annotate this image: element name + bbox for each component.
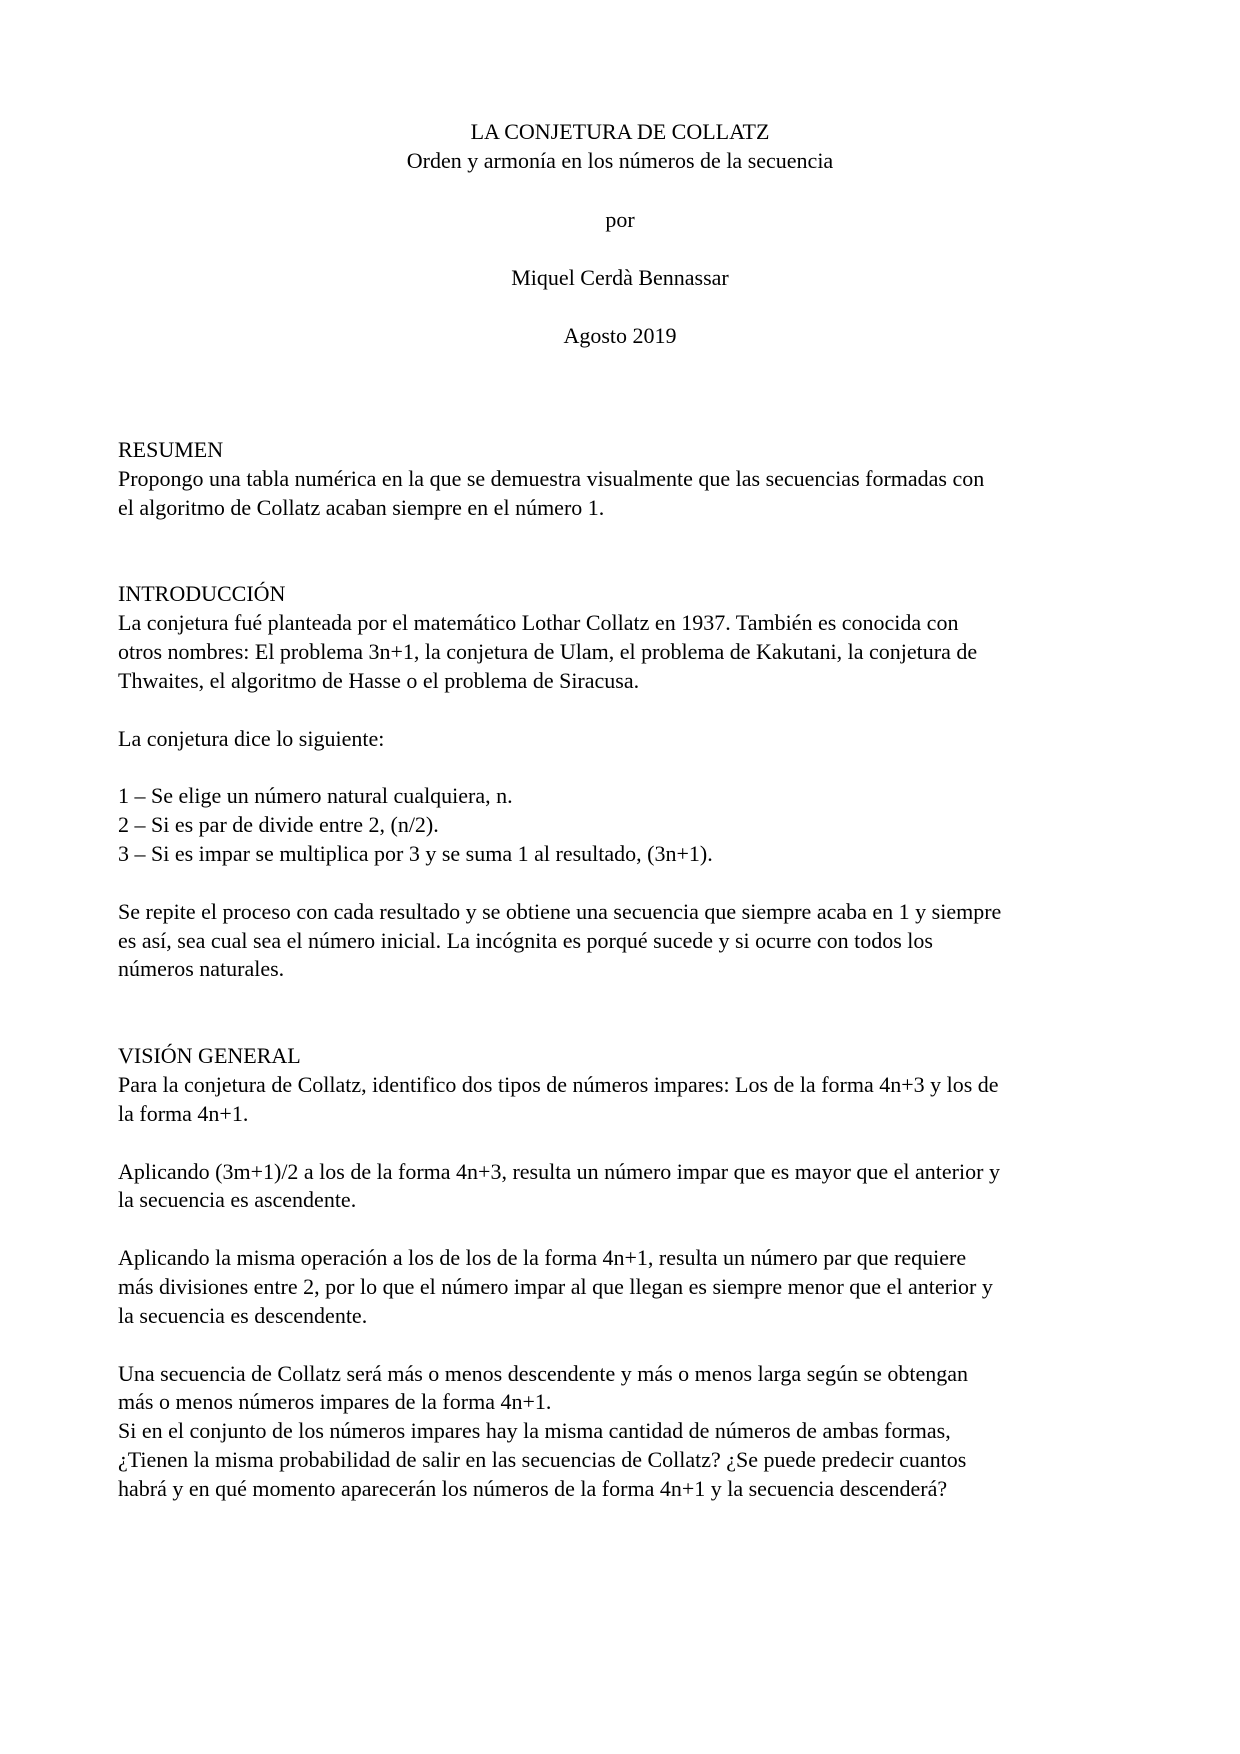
text-line: habrá y en qué momento aparecerán los números de la forma 4n+1 y la secuencia descenderá? [118,1475,948,1501]
document-date: Agosto 2019 [563,323,677,348]
intro-paragraph-1 [118,609,1128,695]
byline-por: por [605,207,635,232]
intro-steps-list [118,782,1128,868]
vision-paragraph-2 [118,1158,1128,1216]
text-line: más divisiones entre 2, por lo que el número impar al que llegan es siempre menor que el anterior y [118,1273,993,1299]
text-line: números naturales. [118,956,285,982]
section-heading-vision-general: VISIÓN GENERAL [118,1043,301,1069]
text-line: Se repite el proceso con cada resultado y se obtiene una secuencia que siempre acaba en 1 y siempre [118,898,1002,924]
text-line: otros nombres: El problema 3n+1, la conjetura de Ulam, el problema de Kakutani, la conjetura de [118,638,978,664]
text-line: el algoritmo de Collatz acaban siempre en el número 1. [118,494,605,520]
text-line: Aplicando (3m+1)/2 a los de la forma 4n+3, resulta un número impar que es mayor que el anterior y [118,1158,1000,1184]
text-line: Una secuencia de Collatz será más o menos descendente y más o menos larga según se obtengan [118,1360,968,1386]
list-item: 1 – Se elige un número natural cualquiera, n. [118,783,513,809]
text-line: Aplicando la misma operación a los de los de la forma 4n+1, resulta un número par que requiere [118,1245,967,1271]
text-line: la secuencia es descendente. [118,1302,368,1328]
text-line: La conjetura fué planteada por el matemático Lothar Collatz en 1937. También es conocida con [118,610,959,636]
intro-paragraph-3 [118,898,1128,984]
text-line: la secuencia es ascendente. [118,1187,357,1213]
vision-paragraph-1 [118,1071,1128,1129]
resumen-paragraph [118,465,1128,523]
text-line: ¿Tienen la misma probabilidad de salir en las secuencias de Collatz? ¿Se puede predecir cuantos [118,1446,967,1472]
text-line: Si en el conjunto de los números impares hay la misma cantidad de números de ambas formas, [118,1418,951,1444]
section-heading-resumen: RESUMEN [118,437,224,462]
text-line: más o menos números impares de la forma 4n+1. [118,1389,552,1415]
document-body [118,436,1128,1533]
author-name: Miquel Cerdà Bennassar [511,265,729,290]
text-line: Thwaites, el algoritmo de Hasse o el problema de Siracusa. [118,667,640,693]
text-line: Propongo una tabla numérica en la que se demuestra visualmente que las secuencias formadas con [118,465,985,491]
document-subtitle: Orden y armonía en los números de la secuencia [406,148,834,173]
list-item: 3 – Si es impar se multiplica por 3 y se suma 1 al resultado, (3n+1). [118,840,713,866]
vision-paragraph-4 [118,1360,1128,1504]
text-line: la forma 4n+1. [118,1100,249,1126]
list-item: 2 – Si es par de divide entre 2, (n/2). [118,812,439,838]
vision-paragraph-3 [118,1244,1128,1330]
text-line: La conjetura dice lo siguiente: [118,725,385,751]
document-title: LA CONJETURA DE COLLATZ [470,119,770,144]
intro-paragraph-2 [118,725,1128,754]
text-line: Para la conjetura de Collatz, identifico dos tipos de números impares: Los de la forma 4n+3 y los de [118,1071,999,1097]
text-line: es así, sea cual sea el número inicial. La incógnita es porqué sucede y si ocurre con todos los [118,927,933,953]
section-heading-introduccion: INTRODUCCIÓN [118,581,286,607]
